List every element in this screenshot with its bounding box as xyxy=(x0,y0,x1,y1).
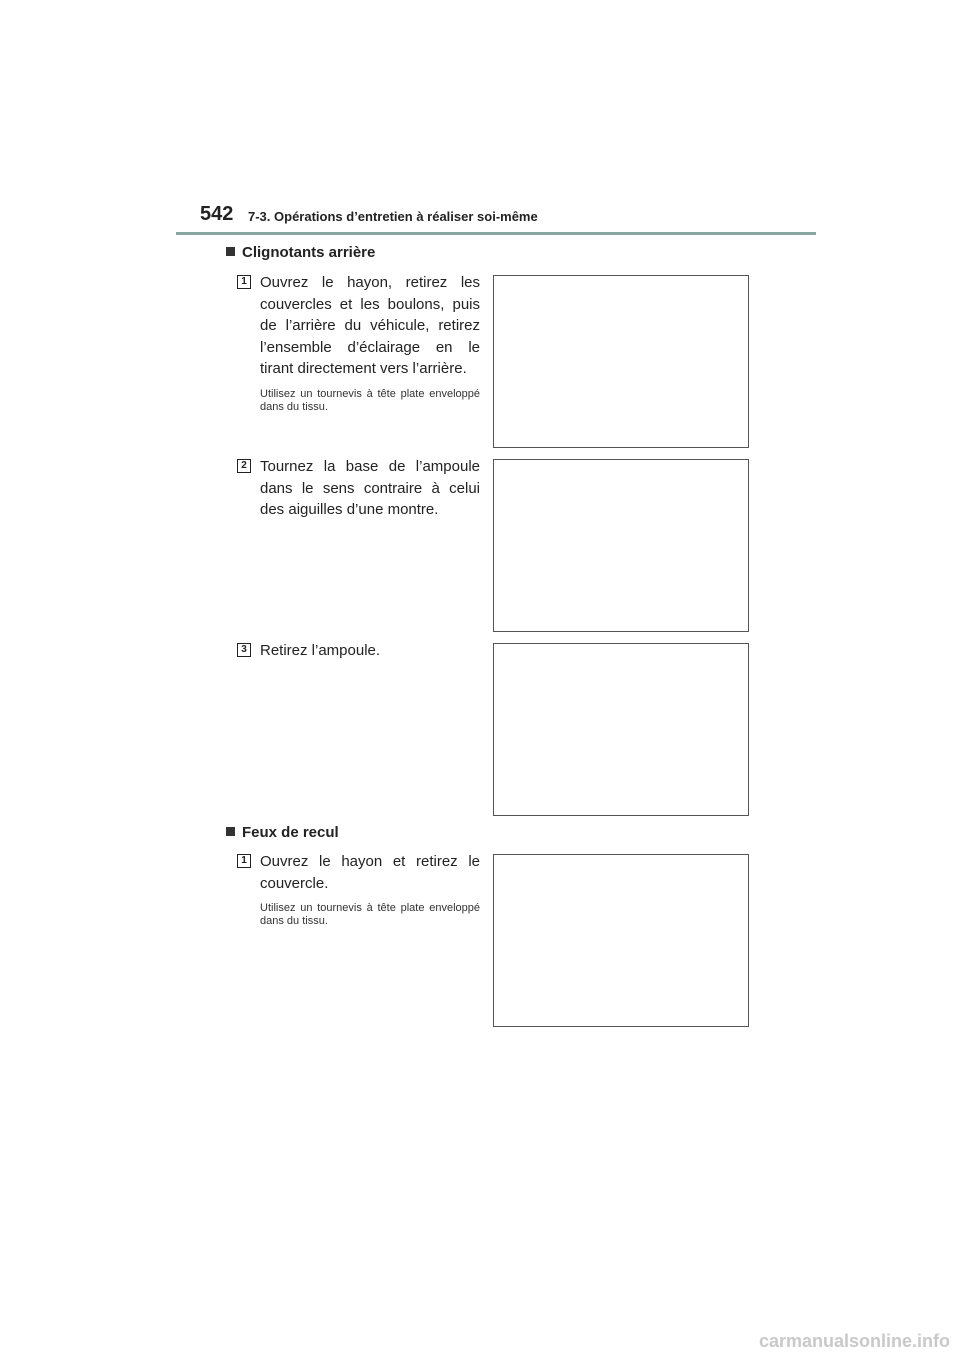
step-text-1: Ouvrez le hayon, retirez les couvercles et les boulons, puis de l’arrière du véhicule, retirez l’ensemble d’éclairage en le tirant directement vers l’arrière. xyxy=(260,274,480,377)
footer-brand: carmanualsonline.info xyxy=(758,1331,950,1351)
section-title-clignotants xyxy=(226,244,375,261)
section-title-feux-de-recul xyxy=(226,824,339,841)
square-bullet-icon xyxy=(226,247,235,256)
step-number-3: 3 xyxy=(237,643,251,657)
step-text-3: Retirez l’ampoule. xyxy=(260,642,381,659)
step-number-1-recul: 1 xyxy=(237,854,251,868)
figure-step-3 xyxy=(493,643,749,816)
step-note-1: Utilisez un tournevis à tête plate enveloppé dans du tissu. xyxy=(260,388,480,413)
step-note-1-recul: Utilisez un tournevis à tête plate enveloppé dans du tissu. xyxy=(260,902,480,927)
square-bullet-icon xyxy=(226,827,235,836)
section-title-text: Clignotants arrière xyxy=(242,244,376,261)
chapter-title: 7-3. Opérations d’entretien à réaliser soi-même xyxy=(248,209,538,224)
page-number: 542 xyxy=(200,203,234,225)
figure-step-2 xyxy=(493,459,749,632)
step-number-2: 2 xyxy=(237,459,251,473)
header-rule xyxy=(176,232,816,235)
step-text-1-recul: Ouvrez le hayon et retirez le couvercle. xyxy=(260,853,480,892)
section-title-text: Feux de recul xyxy=(242,824,339,841)
step-text-2: Tournez la base de l’ampoule dans le sens contraire à celui des aiguilles d’une montre. xyxy=(260,458,480,518)
figure-step-1-recul xyxy=(493,854,749,1027)
figure-step-1 xyxy=(493,275,749,448)
step-number-1: 1 xyxy=(237,275,251,289)
